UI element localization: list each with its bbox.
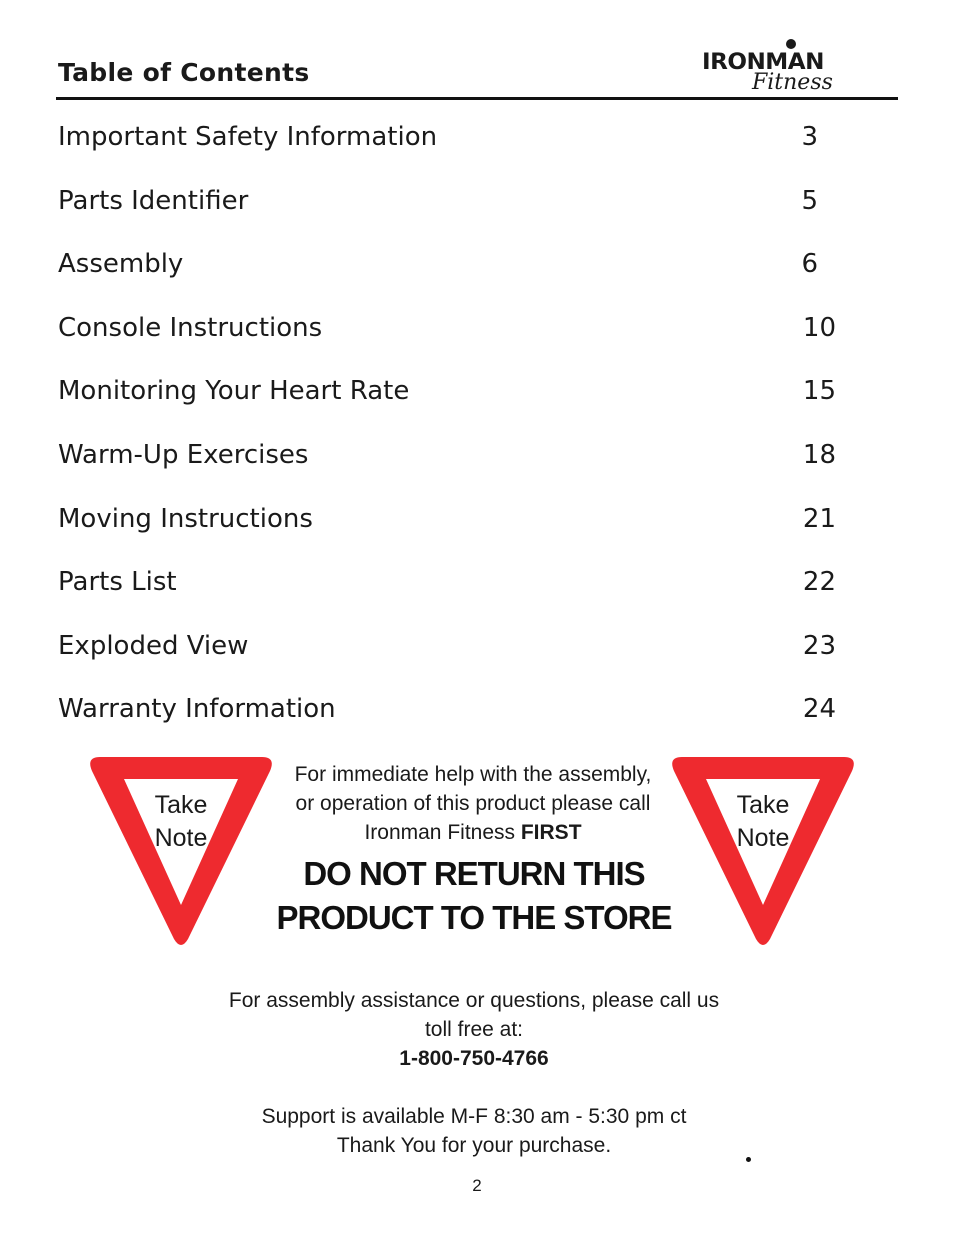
stray-dot <box>746 1157 751 1162</box>
toc-entry[interactable] <box>58 690 848 754</box>
logo-brand: IRONMAN <box>702 50 824 75</box>
help-line-emphasis: FIRST <box>520 821 582 844</box>
assistance-info <box>160 986 788 1160</box>
table-of-contents <box>58 118 848 754</box>
take-note-line2: Note <box>154 824 208 852</box>
help-line-prefix: Ironman Fitness <box>364 821 521 844</box>
toc-entry-page: 15 <box>802 376 836 407</box>
toc-entry-label: Monitoring Your Heart Rate <box>58 376 410 407</box>
toc-entry[interactable] <box>58 245 848 309</box>
toc-entry-page: 18 <box>802 439 836 470</box>
thank-you-note: Thank You for your purchase. <box>336 1134 612 1157</box>
take-note-text <box>86 789 276 855</box>
do-not-return-warning <box>250 852 698 940</box>
toc-entry[interactable] <box>58 309 848 373</box>
logo-script: Fitness <box>752 70 833 95</box>
toc-entry-label: Parts Identifier <box>58 185 249 216</box>
toc-entry-page: 21 <box>802 503 836 534</box>
toc-entry-label: Warm-Up Exercises <box>58 439 309 470</box>
take-note-sign-left <box>86 753 276 948</box>
toc-entry-page: 23 <box>802 630 836 661</box>
header-divider <box>56 97 898 100</box>
phone-number[interactable]: 1-800-750-4766 <box>399 1047 549 1070</box>
toc-entry-page: 3 <box>801 122 818 152</box>
page-title: Table of Contents <box>58 58 310 87</box>
toc-entry[interactable] <box>58 118 848 182</box>
toc-entry-page: 5 <box>801 185 818 216</box>
toc-entry-label: Exploded View <box>58 630 249 661</box>
toc-entry[interactable] <box>58 563 848 627</box>
logo-dot-icon <box>786 39 796 49</box>
toc-entry-page: 24 <box>802 694 836 725</box>
toc-entry-label: Warranty Information <box>58 694 336 725</box>
take-note-line1: Take <box>154 791 208 819</box>
toc-entry-page: 22 <box>802 567 836 598</box>
toc-entry-label: Console Instructions <box>58 312 323 343</box>
take-note-line2: Note <box>736 824 790 852</box>
toc-entry[interactable] <box>58 372 848 436</box>
warning-line: PRODUCT TO THE STORE <box>276 899 672 936</box>
toc-entry-label: Assembly <box>58 249 184 280</box>
spacer <box>160 1073 788 1102</box>
take-note-line1: Take <box>736 791 790 819</box>
ironman-fitness-logo <box>700 36 860 98</box>
toc-entry-page: 6 <box>801 249 818 280</box>
toc-entry[interactable] <box>58 436 848 500</box>
toc-entry[interactable] <box>58 500 848 564</box>
take-note-text <box>668 789 858 855</box>
help-line <box>272 818 674 847</box>
help-line: or operation of this product please call <box>295 792 651 815</box>
support-hours: Support is available M-F 8:30 am - 5:30 pm ct <box>261 1105 687 1128</box>
page-number: 2 <box>472 1176 482 1195</box>
toc-entry[interactable] <box>58 627 848 691</box>
help-message <box>272 760 674 847</box>
warning-line: DO NOT RETURN THIS <box>303 855 645 892</box>
assistance-line: For assembly assistance or questions, please call us <box>228 989 720 1012</box>
toc-entry-label: Parts List <box>58 567 177 598</box>
toc-entry[interactable] <box>58 182 848 246</box>
assistance-line: toll free at: <box>424 1018 524 1041</box>
toc-entry-label: Moving Instructions <box>58 503 313 534</box>
toc-entry-label: Important Safety Information <box>58 122 438 152</box>
help-line: For immediate help with the assembly, <box>294 763 652 786</box>
take-note-sign-right <box>668 753 858 948</box>
toc-entry-page: 10 <box>802 312 836 343</box>
